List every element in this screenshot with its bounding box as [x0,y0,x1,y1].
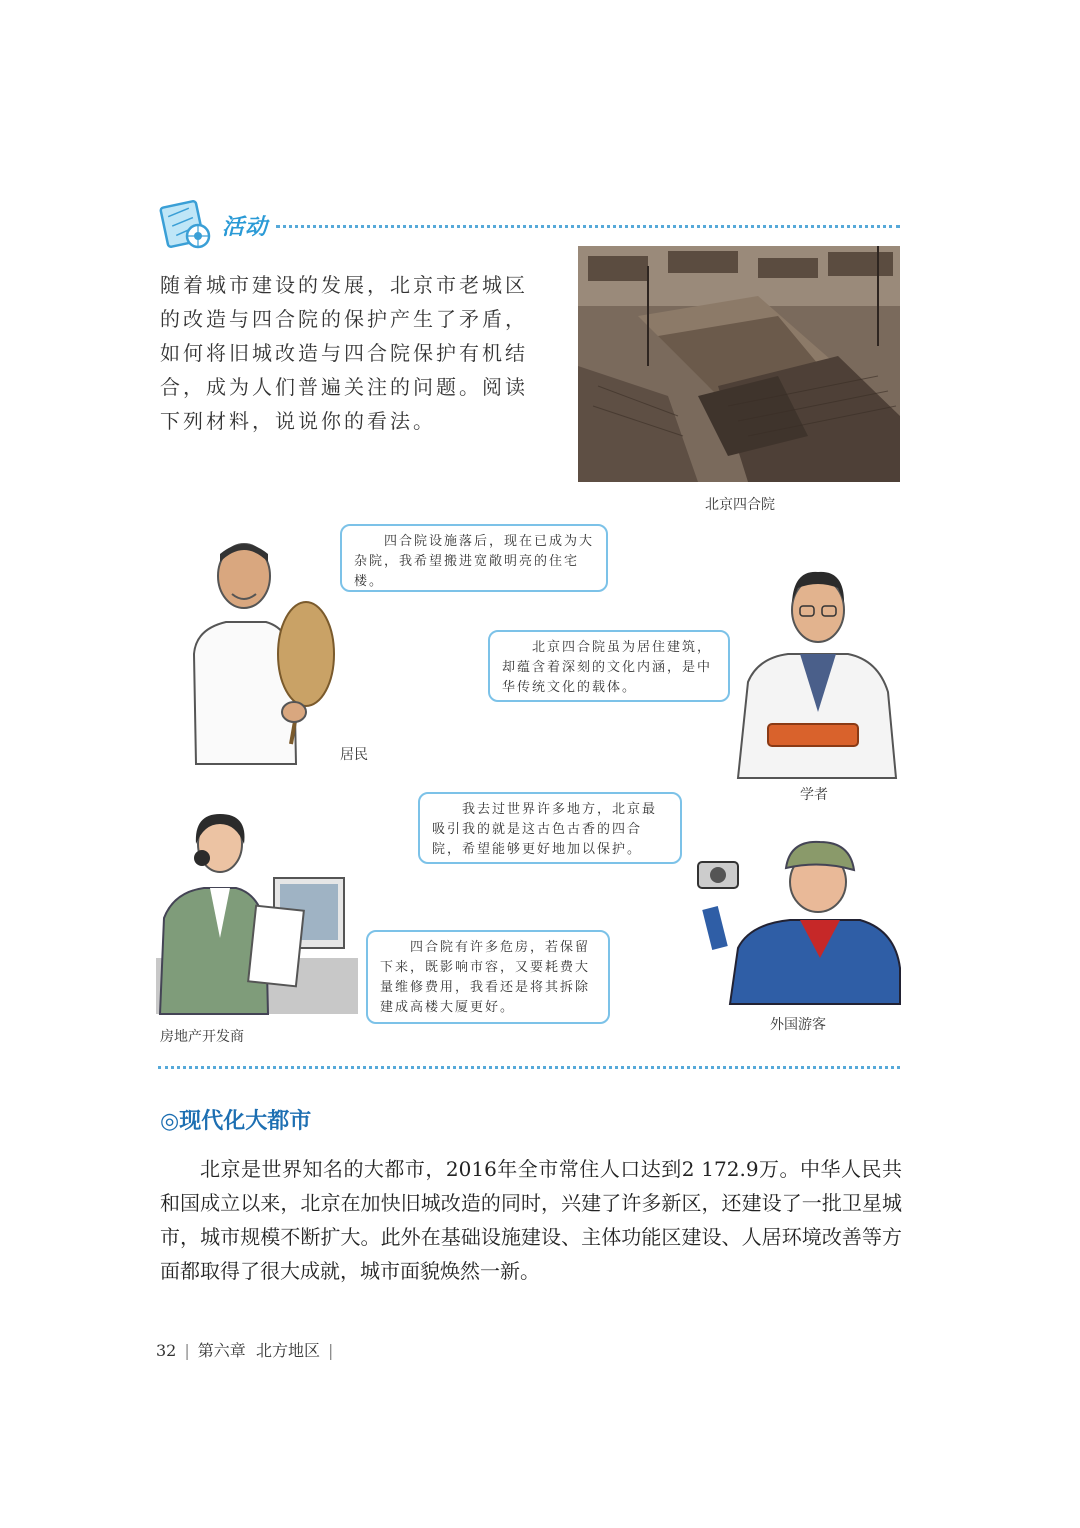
photo-caption: 北京四合院 [705,497,775,513]
activity-divider-bottom [158,1066,900,1069]
activity-intro-text: 随着城市建设的发展，北京市老城区的改造与四合院的保护产生了矛盾，如何将旧城改造与四合院保护有机结合，成为人们普遍关注的问题。阅读下列材料，说说你的看法。 [160,273,528,433]
section-body [160,1152,902,1288]
developer-figure [156,808,358,1014]
chapter-name: 第六章 [197,1341,246,1360]
resident-quote: 四合院设施落后，现在已成为大杂院，我希望搬进宽敞明亮的住宅楼。 [354,534,595,589]
tourist-speech-bubble [418,792,682,864]
resident-figure [186,534,336,764]
scholar-quote: 北京四合院虽为居住建筑，却蕴含着深刻的文化内涵，是中华传统文化的载体。 [502,640,713,695]
tourist-quote: 我去过世界许多地方，北京最吸引我的就是这古色古香的四合院，希望能够更好地加以保护。 [432,802,658,857]
section-paragraph: 北京是世界知名的大都市，2016年全市常住人口达到2 172.9万。中华人民共和国成立以来，北京在加快旧城改造的同时，兴建了许多新区，还建设了一批卫星城市，城市规模不断扩大。此外在基础设施建设、主体功能区建设、人居环境改善等方面都取得了很大成就，城市面貌焕然一新。 [160,1157,902,1283]
section-title: ◎现代化大都市 [160,1109,312,1134]
developer-quote: 四合院有许多危房，若保留下来，既影响市容，又要耗费大量维修费用，我看还是将其拆除建成高楼大厦更好。 [380,940,591,1015]
activity-title: 活动 [222,215,269,240]
tourist-figure [690,838,900,1004]
resident-label: 居民 [340,747,368,763]
chapter-title: 北方地区 [255,1341,320,1360]
developer-speech-bubble [366,930,610,1024]
resident-speech-bubble [340,524,608,592]
page-footer: 32 | 第六章 北方地区 | [156,1341,334,1360]
scholar-speech-bubble [488,630,730,702]
tourist-label: 外国游客 [770,1017,826,1033]
siheyuan-photo [578,246,900,482]
page-number: 32 [156,1341,177,1360]
scholar-figure [738,562,898,778]
activity-divider-top [276,225,900,228]
developer-label: 房地产开发商 [160,1029,244,1045]
scholar-label: 学者 [800,787,828,803]
activity-map-icon [158,200,214,252]
